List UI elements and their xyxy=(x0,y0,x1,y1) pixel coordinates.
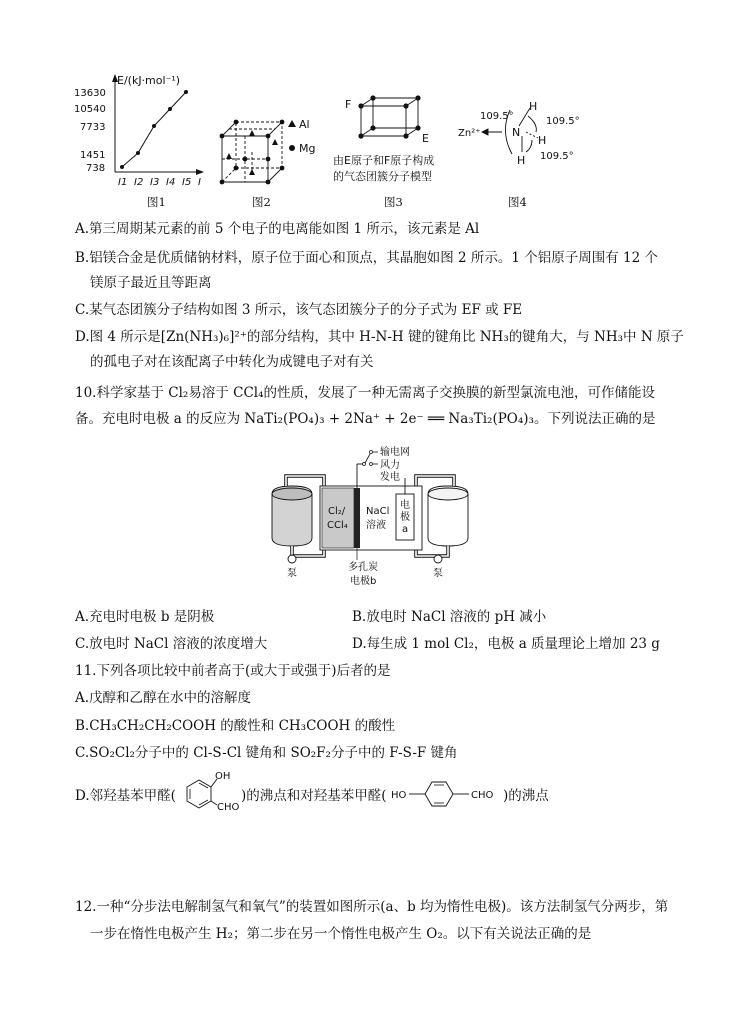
fig3-atom xyxy=(415,95,420,100)
q11-option-b: B.CH₃CH₂CH₂COOH 的酸性和 CH₃COOH 的酸性 xyxy=(75,718,396,734)
figure-row xyxy=(0,60,744,220)
fig3-atom xyxy=(370,95,375,100)
fig2-legend-mg: Mg xyxy=(299,142,316,155)
cho-label: CHO xyxy=(217,802,240,813)
carbon-electrode-label: 电极b xyxy=(350,576,377,587)
fig4-angle: 109.5° xyxy=(540,151,574,162)
fig2-mg-atom xyxy=(280,120,285,125)
fig2-mg-atom xyxy=(243,157,248,162)
right-tank-top xyxy=(428,488,468,500)
switch-node xyxy=(370,463,373,466)
fig4-h: H xyxy=(517,154,526,167)
fig1-ylabel: E/(kJ·mol⁻¹) xyxy=(117,74,181,87)
ccl4-label: CCl₄ xyxy=(327,520,348,531)
fig3-atom xyxy=(403,133,408,138)
fig3-desc: 的气态团簇分子模型 xyxy=(333,170,432,183)
fig1-xtick: I2 xyxy=(134,177,144,188)
q10-option-c: C.放电时 NaCl 溶液的浓度增大 xyxy=(75,636,268,652)
fig4-zn: Zn²⁺ xyxy=(458,128,481,139)
nacl-label: NaCl xyxy=(366,506,390,517)
fig4-arrowhead xyxy=(482,129,488,135)
electrode-a-label: a xyxy=(402,524,409,535)
fig2-mg-atom xyxy=(234,120,239,125)
fig2-legend-al-icon xyxy=(288,120,296,127)
figure-1 xyxy=(74,74,204,209)
fig2-al-atom xyxy=(249,169,255,175)
fig4-angle: 109.5° xyxy=(480,111,514,122)
fig2-edge xyxy=(268,168,282,182)
para-hydroxybenzaldehyde-structure xyxy=(391,778,507,812)
fig1-xtick: I4 xyxy=(166,177,176,188)
fig2-mg-atom xyxy=(234,166,239,171)
ring-double-bond xyxy=(199,783,208,788)
electrode-a-label: 电 xyxy=(400,500,410,511)
ho-label: HO xyxy=(391,790,407,801)
q11-option-a: A.戊醇和乙醇在水中的溶解度 xyxy=(75,690,252,706)
oh-label: OH xyxy=(215,771,231,782)
q10-option-b: B.放电时 NaCl 溶液的 pH 减小 xyxy=(352,609,547,625)
fig4-caption: 图4 xyxy=(508,195,527,209)
fig1-caption: 图1 xyxy=(147,195,166,209)
fig4-h: H xyxy=(529,100,538,113)
fig1-data-point xyxy=(136,151,140,155)
fig1-xlabel: I xyxy=(198,177,201,188)
pump-right-label: 泵 xyxy=(433,568,443,579)
fig2-mg-atom xyxy=(280,166,285,171)
fig1-data-point xyxy=(152,124,156,128)
cl2-ccl4-region xyxy=(322,488,354,548)
q10-option-a: A.充电时电极 b 是阴极 xyxy=(75,609,215,625)
left-pipe-bottom xyxy=(292,546,324,556)
q9-option-c: C.某气态团簇分子结构如图 3 所示，该气态团簇分子的分子式为 EF 或 FE xyxy=(75,302,523,318)
benzene-ring xyxy=(187,780,211,808)
fig1-data-point xyxy=(184,90,188,94)
fig3-atom xyxy=(403,103,408,108)
cho-label: CHO xyxy=(471,790,494,801)
porous-carbon-electrode xyxy=(354,488,360,548)
carbon-electrode-label: 多孔炭 xyxy=(348,562,378,573)
wind-label: 风力 xyxy=(380,460,400,471)
q11-stem: 11.下列各项比较中前者高于(或大于或强于)后者的是 xyxy=(75,663,391,679)
fig2-al-atom xyxy=(272,139,278,145)
fig2-mg-atom xyxy=(220,134,225,139)
q9-option-b: B.铝镁合金是优质储钠材料，原子位于面心和顶点，其晶胞如图 2 所示。1 个铝原子周围有 12 个 xyxy=(75,250,659,266)
fig4-h: H xyxy=(538,134,547,147)
fig2-mg-atom xyxy=(266,134,271,139)
pump-left-label: 泵 xyxy=(287,568,297,579)
switch-node xyxy=(370,451,373,454)
q11-option-c: C.SO₂Cl₂分子中的 Cl-S-Cl 键角和 SO₂F₂分子中的 F-S-F 键角 xyxy=(75,745,458,761)
electrode-a-label: 极 xyxy=(400,512,410,523)
nacl-label: 溶液 xyxy=(366,520,386,531)
q10-option-d: D.每生成 1 mol Cl₂，电极 a 质量理论上增加 23 g xyxy=(352,636,660,652)
q11-option-d xyxy=(75,770,675,814)
fig2-mg-atom xyxy=(266,157,271,162)
wind-label: 发电 xyxy=(380,472,400,483)
fig3-atom xyxy=(415,125,420,130)
q12-stem-cont: 一步在惰性电极产生 H₂；第二步在另一个惰性电极产生 O₂。以下有关说法正确的是 xyxy=(90,926,592,942)
fig2-al-atom xyxy=(226,153,232,159)
cl2-label: Cl₂/ xyxy=(328,506,346,517)
fig3-atom xyxy=(370,125,375,130)
fig1-series-line xyxy=(122,92,186,167)
fig1-data-point xyxy=(120,165,124,169)
fig2-legend-al: Al xyxy=(299,118,310,131)
fig1-ytick: 13630 xyxy=(74,88,106,99)
benzene-ring xyxy=(425,782,453,806)
fig3-label-e: E xyxy=(422,132,429,145)
pump-left-icon xyxy=(288,555,296,563)
fig1-ytick: 7733 xyxy=(80,122,106,133)
ortho-hydroxybenzaldehyde-structure xyxy=(179,770,241,814)
q12-stem: 12.一种“分步法电解制氢气和氧气”的装置如图所示(a、b 均为惰性电极)。该方法制氢气分两步，第 xyxy=(75,899,669,915)
left-tank-top xyxy=(272,488,312,500)
q11-option-d-post: )的沸点 xyxy=(503,788,549,804)
fig2-legend-mg-icon xyxy=(289,145,295,151)
fig2-caption: 图2 xyxy=(252,195,271,209)
fig3-atom xyxy=(358,103,363,108)
q10-stem-cont: 备。充电时电极 a 的反应为 NaTi₂(PO₄)₃ + 2Na⁺ + 2e⁻ ══ Na₃Ti₂(PO₄)₃。下列说法正确的是 xyxy=(75,411,656,427)
fig1-ytick: 1451 xyxy=(80,150,106,161)
fig3-caption: 图3 xyxy=(384,195,403,209)
fig4-angle-arc xyxy=(528,116,536,132)
fig1-xtick: I3 xyxy=(150,177,160,188)
ring-double-bond xyxy=(199,800,208,805)
fig4-angle-arc xyxy=(526,140,532,152)
fig2-mg-atom xyxy=(266,180,271,185)
figure-3 xyxy=(361,98,418,136)
fig2-mg-atom xyxy=(220,180,225,185)
fig1-ytick: 738 xyxy=(86,163,106,174)
fig2-al-atom xyxy=(249,130,255,136)
fig1-xtick: I5 xyxy=(182,177,192,188)
q11-option-d-mid: )的沸点和对羟基苯甲醛( xyxy=(241,788,387,804)
fig1-x-arrow xyxy=(196,169,204,175)
switch-arm xyxy=(365,454,370,463)
grid-label: 输电网 xyxy=(380,447,410,458)
q9-option-b-cont: 镁原子最近且等距离 xyxy=(90,275,212,291)
fig4-n: N xyxy=(512,126,521,139)
q10-stem: 10.科学家基于 Cl₂易溶于 CCl₄的性质，发展了一种无需离子交换膜的新型氯流电池，可作储能设 xyxy=(75,385,655,401)
pump-right-icon xyxy=(434,555,442,563)
fig3-atom xyxy=(358,133,363,138)
fig3-label-f: F xyxy=(345,98,352,111)
q10-diagram xyxy=(250,442,490,592)
fig3-desc: 由E原子和F原子构成 xyxy=(333,154,435,167)
q9-option-d: D.图 4 所示是[Zn(NH₃)₆]²⁺的部分结构，其中 H-N-H 键的键角比 NH₃的键角大，与 NH₃中 N 原子 xyxy=(75,329,684,345)
fig1-ytick: 10540 xyxy=(74,104,106,115)
fig1-xtick: I1 xyxy=(118,177,128,188)
q9-option-a: A.第三周期某元素的前 5 个电子的电离能如图 1 所示，该元素是 Al xyxy=(75,221,480,237)
fig2-edge xyxy=(222,168,236,182)
fig4-angle: 109.5° xyxy=(546,116,580,127)
q11-option-d-pre: D.邻羟基苯甲醛( xyxy=(75,788,176,804)
fig1-data-point xyxy=(168,107,172,111)
fig1-plot xyxy=(120,90,188,169)
q9-option-d-cont: 的孤电子对在该配离子中转化为成键电子对有关 xyxy=(90,354,374,370)
fig4-bond xyxy=(526,132,538,138)
